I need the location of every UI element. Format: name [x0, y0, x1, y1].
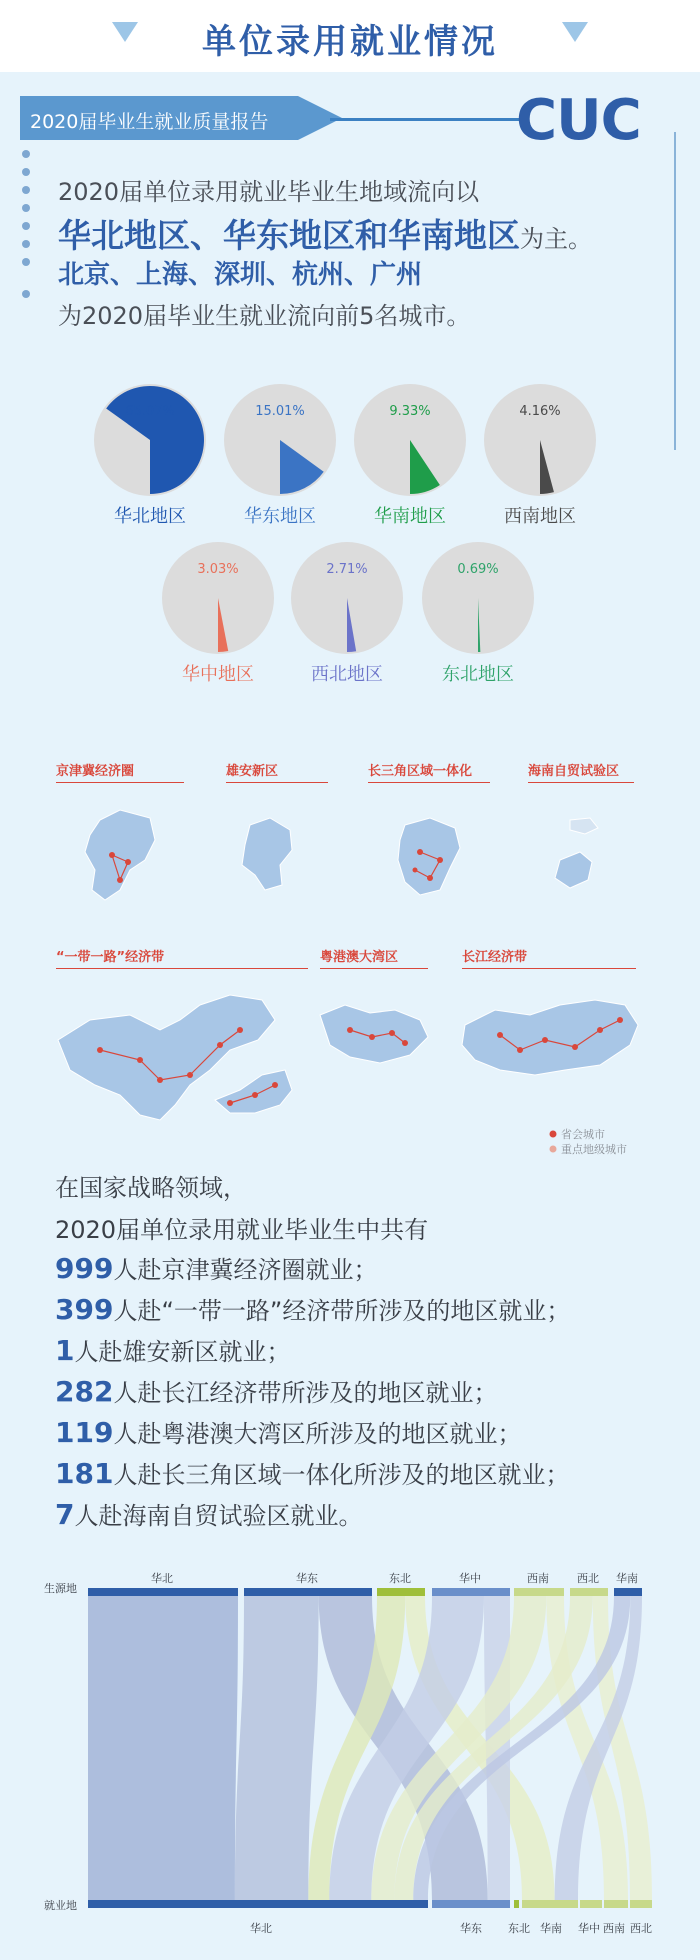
bullet-dot: [22, 240, 30, 248]
pie-2: [222, 382, 338, 498]
stat-text: 人赴“一带一路”经济带所涉及的地区就业；: [113, 1297, 571, 1325]
intro-highlight: 华北地区、华东地区和华南地区: [58, 216, 520, 255]
sankey-source-name: 华东: [296, 1572, 318, 1585]
sankey-source-bar: [614, 1588, 642, 1596]
sankey-target-bar: [88, 1900, 428, 1908]
stat-item: [55, 1291, 570, 1326]
pie-percent: 2.71%: [326, 562, 368, 577]
bullet-dot: [22, 150, 30, 158]
sankey-source-name: 华北: [151, 1572, 173, 1585]
pie-4: [482, 382, 598, 498]
divider-line: [674, 132, 676, 450]
stat-text: 人赴长三角区域一体化所涉及的地区就业；: [113, 1461, 570, 1489]
map-title-hainan: 海南自贸试验区: [528, 764, 620, 779]
pie-region-label: 西北地区: [311, 664, 383, 685]
stat-item: [55, 1373, 497, 1408]
stats-line-2: 2020届单位录用就业毕业生中共有: [55, 1216, 429, 1244]
stat-item: [55, 1250, 377, 1285]
map-title-underline: [528, 782, 634, 783]
map-title-ygadwq: 粤港澳大湾区: [320, 950, 399, 965]
pie-3: [352, 382, 468, 498]
map-title-cjjjd: 长江经济带: [462, 950, 528, 965]
map-title-underline: [226, 782, 328, 783]
sankey-source-name: 西南: [527, 1572, 549, 1585]
sankey-target-name: 西南: [603, 1922, 625, 1935]
stat-number: 119: [55, 1416, 114, 1449]
stat-number: 181: [55, 1457, 114, 1490]
sankey-target-bar: [630, 1900, 652, 1908]
sankey-target-bar: [604, 1900, 628, 1908]
bullet-dot: [22, 204, 30, 212]
legend-capital-label: 省会城市: [561, 1128, 605, 1141]
stat-item: [55, 1332, 290, 1367]
sankey-source-bar: [88, 1588, 238, 1596]
pie-region-label: 东北地区: [442, 664, 514, 685]
sankey-source-bar: [377, 1588, 425, 1596]
region-maps: [0, 790, 700, 990]
cuc-logo: CUC: [516, 88, 641, 153]
stat-number: 1: [55, 1334, 75, 1367]
map-title-jjj: 京津冀经济圈: [56, 764, 135, 779]
pie-region-label: 西南地区: [504, 506, 576, 527]
sankey-target-label: 就业地: [44, 1899, 77, 1912]
legend-city-label: 重点地级城市: [561, 1143, 627, 1156]
sankey-target-name: 东北: [508, 1922, 530, 1935]
pie-6: [289, 540, 405, 656]
intro-line-3: 北京、上海、深圳、杭州、广州: [58, 260, 423, 290]
sankey-target-bar: [522, 1900, 578, 1908]
stat-item: [55, 1414, 521, 1449]
sankey-source-bar: [570, 1588, 608, 1596]
sankey-target-bar: [580, 1900, 602, 1908]
capital-dot-icon: [549, 1130, 557, 1138]
intro-suffix: 为主。: [520, 225, 592, 253]
city-dot-icon: [549, 1145, 557, 1153]
pie-percent: 65.07%: [125, 404, 175, 419]
stat-number: 7: [55, 1498, 75, 1531]
pie-region-label: 华中地区: [182, 664, 254, 685]
sankey-target-name: 华中: [578, 1922, 600, 1935]
stat-number: 999: [55, 1252, 114, 1285]
sankey-source-bar: [432, 1588, 510, 1596]
stat-text: 人赴雄安新区就业；: [74, 1338, 291, 1366]
sankey-target-name: 华东: [460, 1922, 482, 1935]
pie-7: [420, 540, 536, 656]
sankey-diagram: [0, 1570, 700, 1950]
sankey-flow: [88, 1596, 238, 1900]
pie-region-label: 华北地区: [114, 506, 186, 527]
sankey-source-name: 东北: [389, 1572, 411, 1585]
bullet-dot: [22, 222, 30, 230]
sankey-flow: [235, 1596, 319, 1900]
map-title-ydyl: “一带一路”经济带: [56, 950, 165, 965]
sankey-target-bar: [514, 1900, 519, 1908]
sankey-source-bar: [244, 1588, 372, 1596]
intro-line-4: 为2020届毕业生就业流向前5名城市。: [58, 302, 471, 330]
pie-percent: 3.03%: [197, 562, 239, 577]
pie-percent: 15.01%: [255, 404, 305, 419]
map-title-csj: 长三角区域一体化: [368, 764, 473, 779]
map-title-underline: [368, 782, 490, 783]
stat-text: 人赴京津冀经济圈就业；: [113, 1256, 378, 1284]
intro-line-2: [58, 210, 592, 257]
banner-text: 2020届毕业生就业质量报告: [30, 111, 269, 133]
pie-region-label: 华南地区: [374, 506, 446, 527]
sankey-source-name: 华南: [616, 1572, 638, 1585]
bullet-dot: [22, 186, 30, 194]
sankey-source-name: 西北: [577, 1572, 599, 1585]
stat-item: [55, 1455, 569, 1490]
page-header: [0, 0, 700, 72]
bullet-dot: [22, 290, 30, 298]
stat-text: 人赴长江经济带所涉及的地区就业；: [113, 1379, 498, 1407]
sankey-source-bar: [514, 1588, 564, 1596]
sankey-source-name: 华中: [459, 1572, 481, 1585]
stat-text: 人赴海南自贸试验区就业。: [74, 1502, 363, 1530]
pie-percent: 4.16%: [519, 404, 561, 419]
pie-1: [92, 382, 208, 498]
stat-number: 282: [55, 1375, 114, 1408]
sankey-target-name: 华北: [250, 1922, 272, 1935]
triangle-right-icon: [562, 22, 588, 42]
sankey-target-name: 西北: [630, 1922, 652, 1935]
sankey-target-bar: [432, 1900, 510, 1908]
stat-text: 人赴粤港澳大湾区所涉及的地区就业；: [113, 1420, 522, 1448]
stat-number: 399: [55, 1293, 114, 1326]
pie-percent: 9.33%: [389, 404, 431, 419]
bullet-dot: [22, 258, 30, 266]
pie-5: [160, 540, 276, 656]
intro-line-1: 2020届单位录用就业毕业生地域流向以: [58, 178, 480, 206]
map-title-xiongan: 雄安新区: [226, 764, 279, 779]
pie-region-label: 华东地区: [244, 506, 316, 527]
banner-line: [330, 118, 520, 121]
bullet-dot: [22, 168, 30, 176]
sankey-source-label: 生源地: [44, 1582, 77, 1595]
stats-line-1: 在国家战略领域，: [55, 1174, 247, 1202]
stat-item: [55, 1496, 362, 1531]
map-title-underline: [56, 782, 184, 783]
page-title: 单位录用就业情况: [202, 22, 498, 62]
sankey-target-name: 华南: [540, 1922, 562, 1935]
pie-percent: 0.69%: [457, 562, 499, 577]
